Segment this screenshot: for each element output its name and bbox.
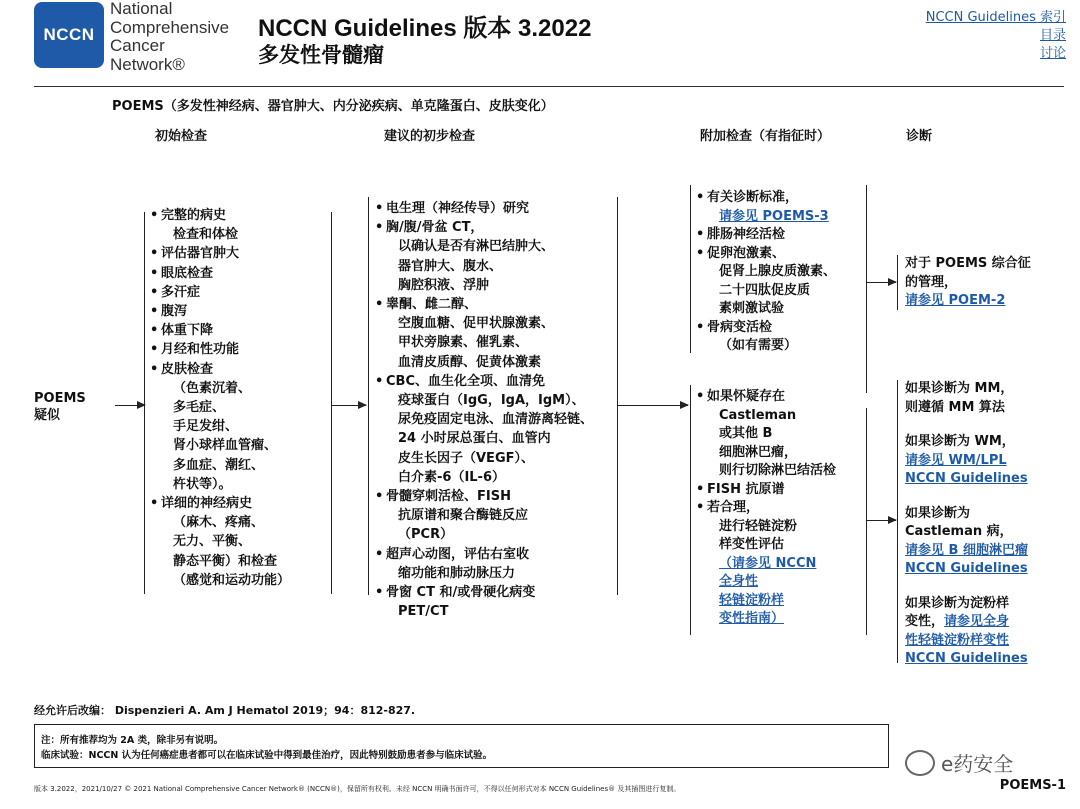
logo-line: Cancer [110,36,165,55]
watermark [905,748,1013,777]
amyloidosis-link[interactable]: 性轻链淀粉样变性 [905,632,1010,648]
list-item: • 详细的神经病史 （麻木、疼痛、 无力、平衡、 静态平衡）和检查 （感觉和运动功能） [150,494,328,590]
header-divider [34,86,1064,87]
diagnosis-wm: 如果诊断为 WM， 请参见 WM/LPL NCCN Guidelines [905,433,1075,489]
arrow-entry-to-initial [115,405,145,406]
column-heading-suggested: 建议的初步检查 [384,129,476,144]
list-item: • 体重下降 [150,321,328,340]
b-cell-lymphoma-link[interactable]: NCCN Guidelines [905,561,1028,576]
list-item: • 有关诊断标准， 请参见 POEMS-3 [696,189,864,226]
guidelines-index-link[interactable]: NCCN Guidelines 索引 [925,10,1066,25]
amyloidosis-guideline-link[interactable]: 轻链淀粉样 [719,592,785,608]
clinical-trials-note: 临床试验：NCCN 认为任何癌症患者都可以在临床试验中得到最佳治疗，因此特别鼓励患者参与临床试验。 [41,750,493,761]
copyright-text: 版本 3.2022，2021/10/27 © 2021 National Comprehensive Cancer Network® (NCCN®)，保留所有权利。未经 NCCN 明确书面许可，不得以任何形式对本 NCCN Guidelines® 及其插图进行复制。 [34,785,681,793]
entry-label-line: POEMS [34,391,86,406]
arrow-suggested-to-additional [618,405,688,406]
list-item: • 如果怀疑存在 Castleman 或其他 B 细胞淋巴瘤， 则行切除淋巴结活检 [696,388,864,481]
poem-2-link[interactable]: 请参见 POEM-2 [905,293,1006,308]
column-heading-diagnosis: 诊断 [906,129,933,144]
guideline-version-title: NCCN Guidelines 版本 3.2022 [258,15,592,42]
bracket-additional-top-right [866,185,867,393]
list-item: • 多汗症 [150,283,328,302]
logo-line: National [110,0,173,18]
amyloidosis-link[interactable]: NCCN Guidelines [905,651,1028,666]
list-item: • 超声心动图，评估右室收 缩功能和肺动脉压力 [375,545,619,583]
list-item: • 皮肤检查 （色素沉着、 多毛症、 手足发绀、 肾小球样血管瘤、 多血症、潮红、 杵状等）。 [150,360,328,494]
top-links [926,9,1066,63]
diagnosis-mm: 如果诊断为 MM， 则遵循 MM 算法 [905,381,1014,415]
logo-line: Comprehensive [110,17,230,37]
list-item: • 电生理（神经传导）研究 [375,199,619,218]
list-item: • 完整的病史 检查和体检 [150,206,328,244]
section-title: POEMS（多发性神经病、器官肿大、内分泌疾病、单克隆蛋白、皮肤变化） [112,99,554,114]
bracket-suggested [368,197,369,595]
entry-label [34,390,86,424]
entry-label-line: 疑似 [34,408,61,423]
diagnosis-poems: 对于 POEMS 综合征 的管理， 请参见 POEM-2 [905,255,1070,311]
amyloidosis-link[interactable]: 请参见全身 [944,614,1010,629]
logo-text [110,0,229,74]
list-item: • 腓肠神经活检 [696,226,864,245]
list-item: • 骨病变活检 （如有需要） [696,319,864,356]
page-id: POEMS-1 [999,778,1066,793]
list-item: • 骨髓穿刺活检、FISH 抗原谱和聚合酶链反应 （PCR） [375,487,619,545]
bracket-additional-bottom [690,385,691,635]
wm-lpl-link[interactable]: 请参见 WM/LPL [905,452,1007,468]
list-item: • 腹泻 [150,302,328,321]
diagnosis-castleman: 如果诊断为 Castleman 病， 请参见 B 细胞淋巴瘤 NCCN Guidelines [905,505,1075,579]
b-cell-lymphoma-link[interactable]: 请参见 B 细胞淋巴瘤 [905,542,1028,558]
logo-line: Network® [110,54,185,74]
column-heading-additional: 附加检查（有指征时） [700,129,831,144]
notes-box [34,724,889,768]
nccn-logo [34,2,104,68]
discussion-link[interactable]: 讨论 [1039,46,1066,61]
list-item: • 眼底检查 [150,264,328,283]
list-item: • 月经和性功能 [150,340,328,359]
logo-abbr: NCCN [43,25,95,44]
list-item: • 促卵泡激素、 促肾上腺皮质激素、 二十四肽促皮质 素刺激试验 [696,245,864,319]
column-heading-initial: 初始检查 [155,129,208,144]
list-item: • 睾酮、雌二醇、 空腹血糖、促甲状腺激素、 甲状旁腺素、催乳素、 血清皮质醇、促黄体激素 [375,295,619,372]
amyloidosis-guideline-link[interactable]: 变性指南） [719,611,785,626]
list-item: • 骨窗 CT 和/或骨硬化病变 PET/CT [375,583,619,621]
arrow-additional-bottom-to-diagnosis [866,520,896,521]
arrow-initial-to-suggested [332,405,366,406]
list-item: • FISH 抗原谱 [696,481,864,500]
suggested-workup-list [375,199,619,621]
amyloidosis-guideline-link[interactable]: 全身性 [719,574,759,589]
bracket-diagnosis-bottom [897,380,898,663]
list-item: • 评估器官肿大 [150,244,328,263]
watermark-text: e药安全 [941,752,1014,776]
list-item: • CBC、血生化全项、血清免 疫球蛋白（IgG，IgA，IgM）、 尿免疫固定电泳、血清游离轻链、 24 小时尿总蛋白、血管内 皮生长因子（VEGF）、 白介素-6（IL-6） [375,372,619,487]
list-item: • 若合理， 进行轻链淀粉 样变性评估 （请参见 NCCN 全身性 轻链淀粉样 变性指南） [696,499,864,629]
diagnosis-amyloidosis: 如果诊断为淀粉样 变性，请参见全身 性轻链淀粉样变性 NCCN Guidelines [905,595,1075,669]
additional-workup-top [696,189,864,356]
wm-lpl-link[interactable]: NCCN Guidelines [905,471,1028,486]
bracket-diagnosis-top [897,255,898,310]
list-item: • 胸/腹/骨盆 CT， 以确认是否有淋巴结肿大、 器官肿大、腹水、 胸腔积液、浮肿 [375,218,619,295]
page-title: 多发性骨髓瘤 [258,43,384,67]
arrow-additional-top-to-diagnosis [866,282,896,283]
amyloidosis-guideline-link[interactable]: （请参见 NCCN [719,555,817,571]
bracket-initial [144,212,145,594]
chat-bubble-icon [905,750,935,776]
additional-workup-bottom [696,388,864,629]
reference-note: 经允许后改编： Dispenzieri A. Am J Hematol 2019；94：812-827. [34,704,416,717]
diagnosis-alternatives [905,380,1075,669]
bracket-additional-bottom-right [866,408,867,635]
bracket-initial-right [331,212,332,594]
initial-exam-list [150,206,328,590]
bracket-additional-top [690,185,691,353]
poems-3-link[interactable]: 请参见 POEMS-3 [719,208,829,224]
category-note: 注：所有推荐均为 2A 类，除非另有说明。 [41,735,224,746]
table-of-contents-link[interactable]: 目录 [1039,28,1066,43]
